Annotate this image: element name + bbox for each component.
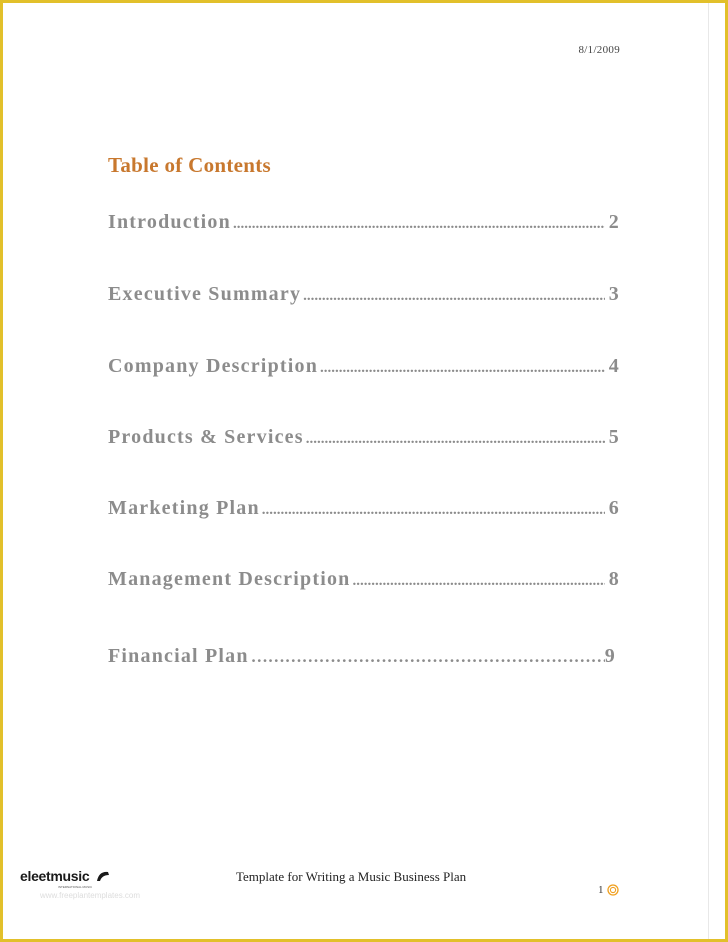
toc-entry-page: 8 [608,568,620,590]
toc-leader-dots [320,360,605,377]
toc-entry-page: 6 [608,497,620,519]
toc-entry-label: Executive Summary [108,283,302,305]
toc-leader-dots [262,502,605,519]
toc-entry-page: 4 [608,355,620,377]
toc-entry-page: 9 [604,645,616,667]
footer-page-number-block [598,884,619,896]
toc-entry-label: Company Description [108,355,319,377]
logo-tagline: INTERNATIONAL MUSIC [58,885,93,889]
toc-entry-page: 5 [608,426,620,448]
toc-entry-executive-summary[interactable] [108,283,620,306]
toc-leader-dots [233,216,605,233]
toc-entry-company-description[interactable] [108,355,620,378]
footer-document-title: Template for Writing a Music Business Plan [236,869,467,884]
header-date: 8/1/2009 [578,44,620,56]
toc-entry-financial-plan[interactable] [108,645,616,668]
toc-leader-dots [303,288,605,305]
page-margin-line [708,3,709,939]
toc-entry-label: Marketing Plan [108,497,260,519]
footer-watermark: www.freeplantemplates.com [40,891,141,900]
sun-ring-icon [607,884,619,896]
toc-entry-marketing-plan[interactable] [108,497,620,520]
toc-entry-page: 2 [608,211,620,233]
toc-entry-introduction[interactable] [108,211,620,234]
toc-title: Table of Contents [108,153,272,177]
toc-entry-management-description[interactable] [108,568,620,591]
toc-entry-label: Financial Plan [108,645,249,667]
toc-leader-dots [251,647,605,667]
toc-entry-label: Management Description [108,568,351,590]
toc-entry-page: 3 [608,283,620,305]
toc-entry-products-services[interactable] [108,426,620,449]
footer-page-number: 1 [598,884,604,896]
toc-leader-dots [306,431,605,448]
toc-entry-label: Introduction [108,211,231,233]
toc-leader-dots [352,573,604,590]
toc-entry-label: Products & Services [108,426,304,448]
logo-swoosh-icon [96,870,110,882]
logo-wordmark: eleetmusic [20,868,90,884]
